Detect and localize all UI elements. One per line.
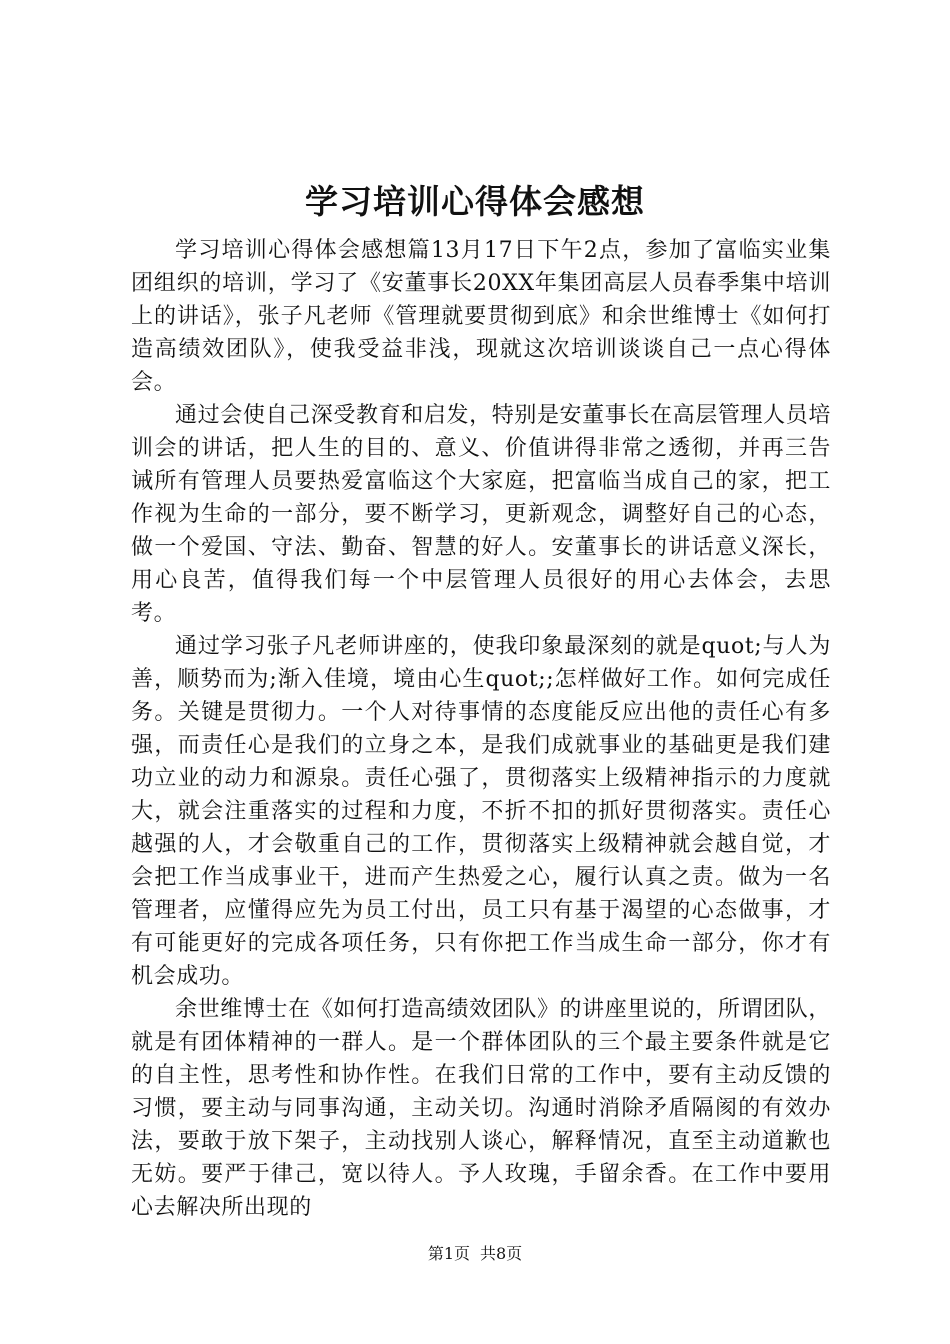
paragraph-1: 学习培训心得体会感想篇13月17日下午2点，参加了富临实业集团组织的培训，学习了《安董事长20XX年集团高层人员春季集中培训上的讲话》，张子凡老师《管理就要贯彻到底》和余世维博士《如何打造高绩效团队》，使我受益非浅，现就这次培训谈谈自己一点心得体会。	[131, 238, 831, 395]
document-body	[131, 234, 831, 1224]
paragraph-2: 通过会使自己深受教育和启发，特别是安董事长在高层管理人员培训会的讲话，把人生的目的、意义、价值讲得非常之透彻，并再三告诫所有管理人员要热爱富临这个大家庭，把富临当成自己的家，把工作视为生命的一部分，要不断学习，更新观念，调整好自己的心态，做一个爱国、守法、勤奋、智慧的好人。安董事长的讲话意义深长，用心良苦，值得我们每一个中层管理人员很好的用心去体会，去思考。	[131, 403, 831, 626]
page-total: 共8页	[480, 1244, 523, 1263]
paragraph-4: 余世维博士在《如何打造高绩效团队》的讲座里说的，所谓团队，就是有团体精神的一群人。是一个群体团队的三个最主要条件就是它的自主性，思考性和协作性。在我们日常的工作中，要有主动反馈的习惯，要主动与同事沟通，主动关切。沟通时消除矛盾隔阂的有效办法，要敢于放下架子，主动找别人谈心，解释情况，直至主动道歉也无妨。要严于律己，宽以待人。予人玫瑰，手留余香。在工作中要用心去解决所出现的	[131, 997, 831, 1220]
document-title: 学习培训心得体会感想	[305, 182, 645, 221]
page-number: 第1页	[427, 1244, 470, 1263]
page-footer	[0, 1242, 950, 1266]
paragraph-3: 通过学习张子凡老师讲座的，使我印象最深刻的就是quot;与人为善，顺势而为;渐入佳境，境由心生quot;;怎样做好工作。如何完成任务。关键是贯彻力。一个人对待事情的态度能反应出他的责任心有多强，而责任心是我们的立身之本，是我们成就事业的基础更是我们建功立业的动力和源泉。责任心强了，贯彻落实上级精神指示的力度就大，就会注重落实的过程和力度，不折不扣的抓好贯彻落实。责任心越强的人，才会敬重自己的工作，贯彻落实上级精神就会越自觉，才会把工作当成事业干，进而产生热爱之心，履行认真之责。做为一名管理者，应懂得应先为员工付出，员工只有基于渴望的心态做事，才有可能更好的完成各项任务，只有你把工作当成生命一部分，你才有机会成功。	[131, 634, 831, 989]
